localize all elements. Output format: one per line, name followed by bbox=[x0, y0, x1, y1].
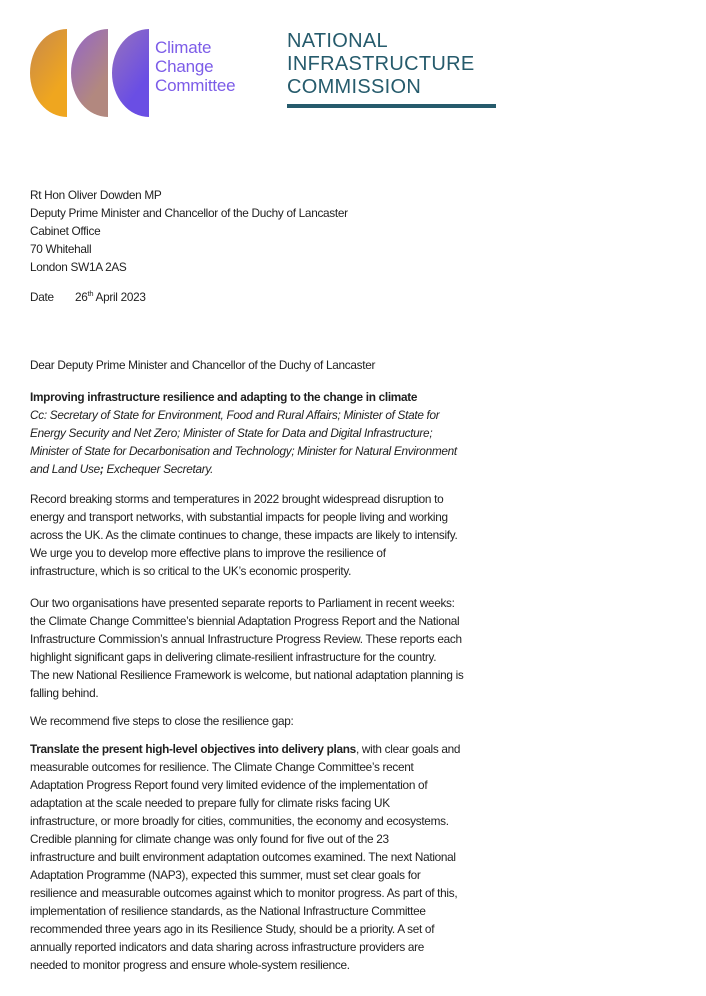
ccc-half-disc-mauve-icon bbox=[71, 29, 108, 117]
text-line: Cabinet Office bbox=[30, 224, 101, 238]
text-line: Record breaking storms and temperatures in 2022 brought widespread disruption to bbox=[30, 492, 444, 506]
logo-header bbox=[30, 28, 680, 120]
text-line: recommended three years ago in its Resilience Study, should be a priority. A set of bbox=[30, 922, 435, 936]
text-line: Translate the present high-level objectives into delivery plans, with clear goals and bbox=[30, 742, 461, 756]
text-line: 70 Whitehall bbox=[30, 242, 92, 256]
text-line: and Land Use; Exchequer Secretary. bbox=[30, 462, 214, 476]
date-rest: April 2023 bbox=[93, 290, 146, 304]
cc-list bbox=[30, 406, 650, 478]
text-line: Change bbox=[155, 57, 214, 76]
text-line: Minister of State for Decarbonisation and Technology; Minister for Natural Environment bbox=[30, 444, 457, 458]
text-line: infrastructure, or more broadly for cities, communities, the economy and ecosystems. bbox=[30, 814, 449, 828]
text-line: COMMISSION bbox=[287, 76, 422, 98]
date-ordinal: th bbox=[87, 289, 94, 299]
date-line bbox=[30, 288, 650, 306]
text-line: NATIONAL bbox=[287, 30, 388, 52]
text-line: resilience and measurable outcomes against which to monitor progress. As part of this, bbox=[30, 886, 458, 900]
text-line: The new National Resilience Framework is welcome, but national adaptation planning is bbox=[30, 668, 464, 682]
text-line: implementation of resilience standards, as the National Infrastructure Committee bbox=[30, 904, 426, 918]
text-line: INFRASTRUCTURE bbox=[287, 53, 475, 75]
text-line: the Climate Change Committee’s biennial Adaptation Progress Report and the National bbox=[30, 614, 460, 628]
letter-body bbox=[30, 186, 650, 974]
text-line: Energy Security and Net Zero; Minister of State for Data and Digital Infrastructure; bbox=[30, 426, 433, 440]
text-line: Climate bbox=[155, 38, 212, 57]
national-infrastructure-commission-logo bbox=[287, 30, 496, 108]
text-line: energy and transport networks, with substantial impacts for people living and working bbox=[30, 510, 448, 524]
paragraph-reports bbox=[30, 594, 650, 702]
text-line: Adaptation Progress Report found very limited evidence of the implementation of bbox=[30, 778, 428, 792]
date-day: 26 bbox=[75, 290, 88, 304]
date-label: Date bbox=[30, 290, 54, 304]
ccc-logo-mark bbox=[30, 28, 149, 118]
text-line: needed to monitor progress and ensure whole-system resilience. bbox=[30, 958, 350, 972]
climate-change-committee-logo bbox=[30, 28, 235, 118]
text-line: annually reported indicators and data sharing across infrastructure providers are bbox=[30, 940, 425, 954]
recipient-address bbox=[30, 186, 650, 276]
nic-logo-wordmark bbox=[287, 30, 496, 99]
text-line: falling behind. bbox=[30, 686, 99, 700]
text-line: London SW1A 2AS bbox=[30, 260, 127, 274]
text-line: Rt Hon Oliver Dowden MP bbox=[30, 188, 162, 202]
text-line: We urge you to develop more effective plans to improve the resilience of bbox=[30, 546, 386, 560]
text-line: Infrastructure Commission’s annual Infrastructure Progress Review. These reports each bbox=[30, 632, 462, 646]
salutation: Dear Deputy Prime Minister and Chancellor of the Duchy of Lancaster bbox=[30, 358, 376, 372]
paragraph-translate-objectives bbox=[30, 740, 650, 974]
paragraph-storms bbox=[30, 490, 650, 580]
text-line: Our two organisations have presented separate reports to Parliament in recent weeks: bbox=[30, 596, 455, 610]
text-line: Deputy Prime Minister and Chancellor of the Duchy of Lancaster bbox=[30, 206, 348, 220]
text-line: across the UK. As the climate continues to change, these impacts are likely to intensify. bbox=[30, 528, 458, 542]
text-line: highlight significant gaps in delivering climate-resilient infrastructure for the country. bbox=[30, 650, 437, 664]
ccc-logo-wordmark bbox=[155, 38, 235, 118]
ccc-half-disc-orange-icon bbox=[30, 29, 67, 117]
text-line: measurable outcomes for resilience. The Climate Change Committee’s recent bbox=[30, 760, 414, 774]
text-line: infrastructure and built environment adaptation outcomes examined. The next National bbox=[30, 850, 456, 864]
text-line: Committee bbox=[155, 76, 236, 95]
text-line: adaptation at the scale needed to prepare fully for climate risks facing UK bbox=[30, 796, 390, 810]
nic-logo-underline bbox=[287, 104, 496, 108]
ccc-half-disc-violet-icon bbox=[112, 29, 149, 117]
text-line: Adaptation Programme (NAP3), expected this summer, must set clear goals for bbox=[30, 868, 421, 882]
text-line: infrastructure, which is so critical to the UK’s economic prosperity. bbox=[30, 564, 352, 578]
text-line: Cc: Secretary of State for Environment, Food and Rural Affairs; Minister of State for bbox=[30, 408, 440, 422]
text-line: Credible planning for climate change was only found for five out of the 23 bbox=[30, 832, 389, 846]
recommendation-intro: We recommend five steps to close the resilience gap: bbox=[30, 714, 294, 728]
subject-heading: Improving infrastructure resilience and adapting to the change in climate bbox=[30, 390, 418, 404]
